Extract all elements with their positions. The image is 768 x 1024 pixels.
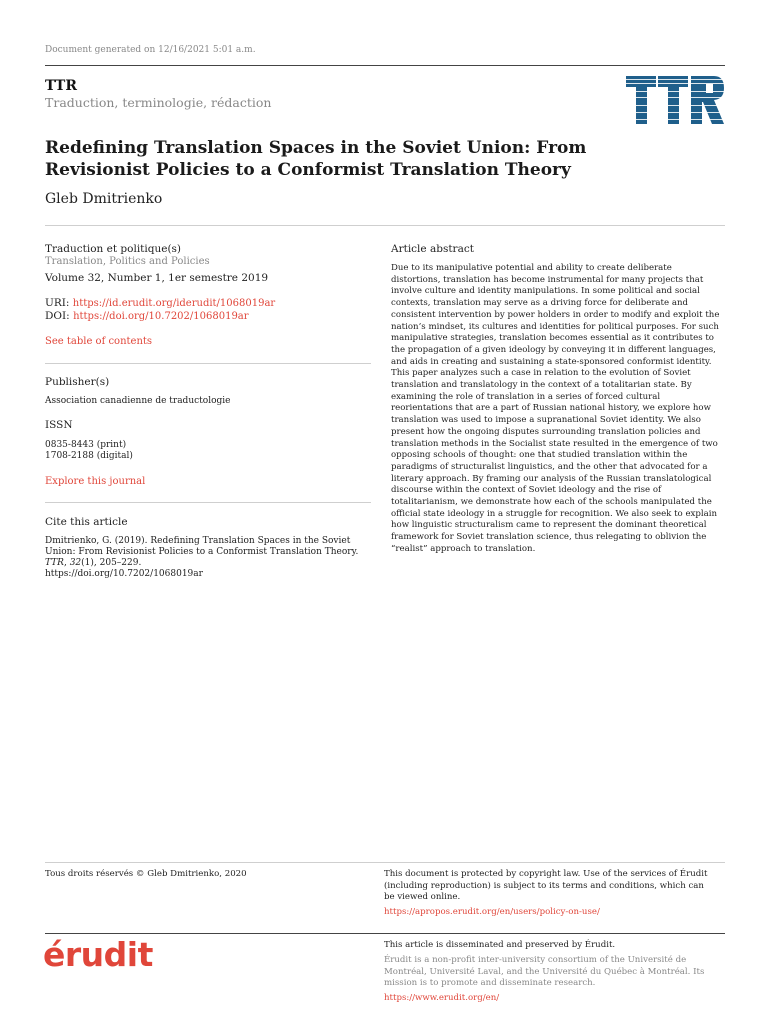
left-divider-2 [45,502,371,503]
author-divider [45,225,725,226]
citation-part-1: Dmitrienko, G. (2019). Redefining Translation Spaces in the Soviet Union: From Revisionist Policies to a Conformist Translation Theory. [45,536,359,557]
article-author: Gleb Dmitrienko [45,191,163,207]
citation-part-3: (1), 205–229. [81,558,142,568]
disseminated-notice: This article is disseminated and preserved by Érudit. [384,940,616,950]
citation-journal: TTR [45,558,64,568]
journal-title: TTR [45,78,77,94]
doi-link[interactable]: https://doi.org/10.7202/1068019ar [73,311,249,322]
explore-journal-link[interactable]: Explore this journal [45,476,146,487]
citation-text [45,536,375,580]
rights-notice: Tous droits réservés © Gleb Dmitrienko, 2020 [45,869,247,879]
citation-part-2: , [63,558,70,568]
abstract-text: Due to its manipulative potential and ability to create deliberate distortions, translation has become instrumental for many projects that involve culture and identity manipulations. In some political and social contexts, translation may serve as a driving force for deliberate and consistent intervention by power holders in order to modify and exploit the nation’s mindset, its cultures and identities for political purposes. For such manipulative strategies, translation becomes essential as it contributes to the propagation of a given ideology by conveying it in different languages, and aids in creating and sustaining a state-sponsored conformist identity. This paper analyzes such a case in relation to the evolution of Soviet translation and translatology in the context of a totalitarian state. By examining the role of translation in a series of forced cultural reorientations that are a part of Russian national history, we explore how translation was used to impose a supranational Soviet identity. We also present how the ongoing disputes surrounding translation policies and translation methods in the Socialist state resulted in the emergence of two opposing schools of thought: one that studied translation within the paradigms of structuralist linguistics, and the other that advocated for a literary approach. By framing our analysis of the Russian translatological discourse within the context of Soviet ideology and the rise of totalitarianism, we demonstrate how each of the schools manipulated the official state ideology in a struggle for recognition. We also seek to explain how linguistic structuralism came to represent the dominant theoretical framework for Soviet translation science, thus relegating to oblivion the “realist” approach to translation. [391,263,720,554]
volume-info: Volume 32, Number 1, 1er semestre 2019 [45,272,269,284]
issn-heading: ISSN [45,419,73,431]
journal-subtitle: Traduction, terminologie, rédaction [45,95,272,110]
issn-print: 0835-8443 (print) [45,440,127,450]
uri-link[interactable]: https://id.erudit.org/iderudit/1068019ar [72,298,276,309]
publisher-heading: Publisher(s) [45,376,110,388]
doi-row [45,310,370,322]
cite-heading: Cite this article [45,516,128,528]
left-divider-1 [45,363,371,364]
article-title: Redefining Translation Spaces in the Soviet Union: From Revisionist Policies to a Conformist Translation Theory [45,138,587,180]
uri-row [45,297,370,309]
section-name-en: Translation, Politics and Policies [45,256,210,267]
header-divider [45,65,725,66]
publisher-name: Association canadienne de traductologie [45,396,231,406]
abstract-heading: Article abstract [391,243,474,255]
citation-volume: 32 [69,558,82,568]
uri-label: URI: [45,297,70,309]
section-name: Traduction et politique(s) [45,243,182,255]
doi-label: DOI: [45,310,70,322]
generated-timestamp: Document generated on 12/16/2021 5:01 a.m. [45,45,256,55]
erudit-website-link[interactable]: https://www.erudit.org/en/ [384,993,500,1003]
copyright-notice: This document is protected by copyright law. Use of the services of Érudit (including reproduction) is subject to its terms and conditions, which can be viewed online. [384,869,708,903]
issn-digital: 1708-2188 (digital) [45,451,133,461]
erudit-divider [45,933,725,934]
erudit-logo: érudit [43,935,153,974]
footer-divider [45,862,725,863]
erudit-description: Érudit is a non-profit inter-university consortium of the Université de Montréal, Université Laval, and the Université du Québec à Montréal. Its mission is to promote and disseminate research. [384,955,705,989]
citation-doi: https://doi.org/10.7202/1068019ar [45,569,203,579]
ttr-logo [626,76,724,124]
policy-link[interactable]: https://apropos.erudit.org/en/users/policy-on-use/ [384,907,600,917]
table-of-contents-link[interactable]: See table of contents [45,336,153,347]
